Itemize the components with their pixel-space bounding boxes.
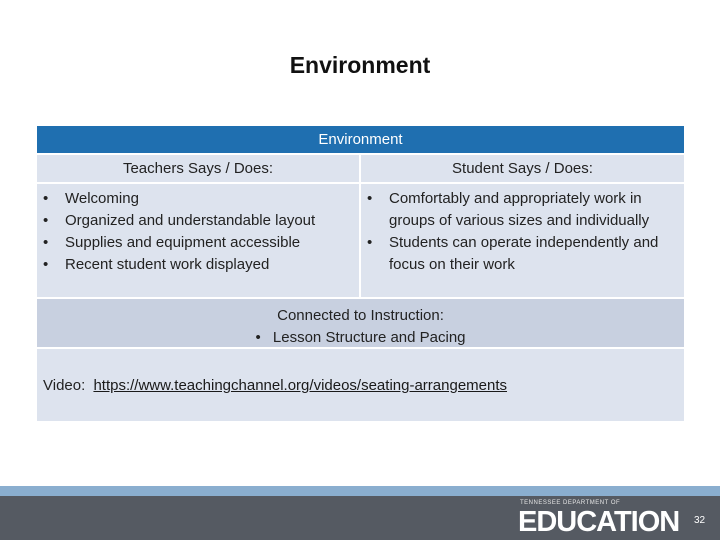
student-cell (361, 184, 684, 297)
video-link[interactable]: https://www.teachingchannel.org/videos/seating-arrangements (93, 377, 508, 394)
video-cell (37, 349, 684, 421)
table-header: Environment (37, 126, 684, 153)
list-item: • Recent student work displayed (37, 254, 355, 276)
list-item: • Welcoming (37, 188, 355, 210)
teacher-cell (37, 184, 359, 297)
logo-subtitle: TENNESSEE DEPARTMENT OF (520, 500, 621, 506)
bullet-icon: • (367, 190, 373, 207)
bullet-icon: • (43, 234, 49, 251)
footer-strip (0, 486, 720, 496)
connected-item: • Lesson Structure and Pacing (255, 329, 466, 346)
list-item: • Organized and understandable layout (37, 210, 355, 232)
connected-cell (37, 299, 684, 347)
teacher-column-heading: Teachers Says / Does: (37, 155, 359, 182)
bullet-icon: • (43, 212, 49, 229)
student-column-heading: Student Says / Does: (361, 155, 684, 182)
list-item: • Comfortably and appropriately work in groups of various sizes and individually (367, 190, 650, 229)
environment-table (37, 126, 684, 421)
bullet-icon: • (367, 234, 373, 251)
bullet-icon: • (43, 190, 49, 207)
list-item: • Students can operate independently and focus on their work (367, 234, 659, 273)
education-logo: EDUCATION (518, 506, 680, 538)
teacher-list (37, 184, 355, 276)
page-number: 32 (694, 515, 706, 526)
video-label: Video: (43, 377, 86, 394)
list-item: • Supplies and equipment accessible (37, 232, 355, 254)
slide-title: Environment (289, 52, 431, 78)
student-list (361, 184, 679, 276)
bullet-icon: • (43, 256, 49, 273)
bullet-icon: • (255, 329, 261, 346)
connected-heading: Connected to Instruction: (277, 307, 444, 324)
